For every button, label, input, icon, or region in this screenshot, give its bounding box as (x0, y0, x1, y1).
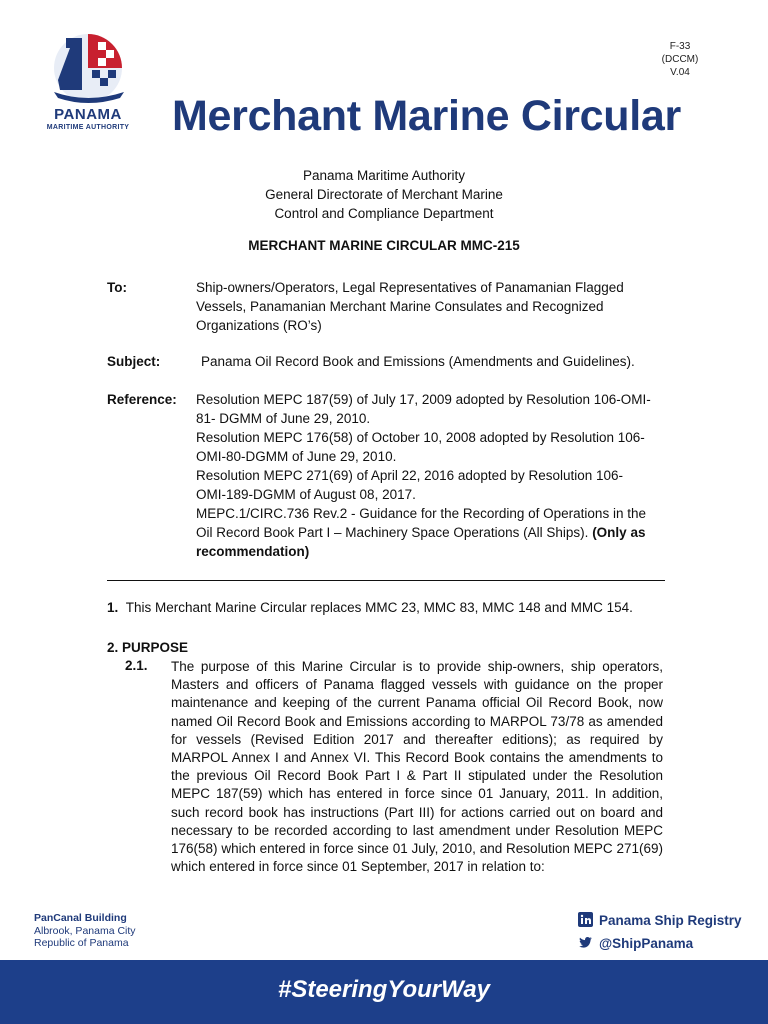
linkedin-icon (578, 912, 593, 927)
org-line: Control and Compliance Department (274, 206, 494, 221)
linkedin-link[interactable] (578, 912, 742, 928)
footer-building: PanCanal Building (34, 912, 127, 924)
reference-line: Resolution MEPC 187(59) of July 17, 2009 adopted by Resolution 106-OMI- (196, 392, 651, 407)
reference-note-cont (196, 542, 671, 561)
twitter-label: @ShipPanama (599, 936, 694, 951)
form-code-line: (DCCM) (661, 54, 699, 65)
twitter-icon (578, 935, 593, 950)
reference-value (196, 390, 671, 561)
circular-number: MERCHANT MARINE CIRCULAR MMC-215 (248, 238, 520, 253)
footer-address-line: Republic of Panama (34, 937, 129, 949)
reference-note: (Only as (592, 525, 646, 540)
footer-hashtag: #SteeringYourWay (277, 976, 491, 1003)
subject-label: Subject: (107, 354, 161, 369)
document-title: Merchant Marine Circular (172, 92, 681, 140)
footer-address-line: Albrook, Panama City (34, 924, 136, 937)
to-line: Ship-owners/Operators, Legal Representatives of Panamanian Flagged (196, 280, 624, 295)
reference-line: Resolution MEPC 176(58) of October 10, 2008 adopted by Resolution 106- (196, 430, 645, 445)
reference-line: 81- DGMM of June 29, 2010. (196, 411, 371, 426)
to-line: Vessels, Panamanian Merchant Marine Consulates and Recognized (196, 299, 604, 314)
to-label: To: (107, 280, 127, 295)
reference-note: recommendation) (196, 544, 310, 559)
subject-value (201, 352, 676, 371)
footer-address (34, 912, 136, 950)
section-divider (107, 580, 665, 581)
org-line: Panama Maritime Authority (302, 168, 466, 183)
section-1-text: This Merchant Marine Circular replaces MMC 23, MMC 83, MMC 148 and MMC 154. (125, 600, 633, 615)
reference-line: Oil Record Book Part I – Machinery Space Operations (All Ships). (196, 525, 589, 540)
logo-name: PANAMA (54, 106, 122, 123)
reference-line: OMI-80-DGMM of June 29, 2010. (196, 449, 397, 464)
section-1-number: 1. (107, 600, 119, 615)
twitter-link[interactable] (578, 935, 693, 951)
form-code-line: F-33 (669, 41, 691, 52)
reference-line-with-note (196, 523, 671, 542)
linkedin-label: Panama Ship Registry (599, 913, 742, 928)
reference-line: OMI-189-DGMM of August 08, 2017. (196, 487, 416, 502)
form-code-line: V.04 (670, 67, 690, 78)
to-line: Organizations (RO’s) (196, 318, 322, 333)
org-line: General Directorate of Merchant Marine (265, 187, 503, 202)
issuing-organization (0, 166, 768, 223)
subject-text: Panama Oil Record Book and Emissions (Amendments and Guidelines). (201, 354, 635, 369)
reference-line: MEPC.1/CIRC.736 Rev.2 - Guidance for the Recording of Operations in the (196, 506, 646, 521)
subsection-2-1-text: The purpose of this Marine Circular is to provide ship-owners, ship operators, Masters and officers of Panama flagged vessels with guidance on the proper maintenance and keeping of the current Panama official Oil Record Book, now named Oil Record Book and Emissions according to MARPOL 73/78 as amended for vessels (Revised Edition 2017 and thereafter editions); as required by MARPOL Annex I and Annex VI. This Record Book contains the amendments to the previous Oil Record Book Part I & Part II stipulated under the Resolution MEPC 187(59) which has entered in force since 01 January, 2011. In addition, such record book has instructions (Part III) for actions carried out on board and necessary to be recorded according to last amendment under Resolution MEPC 176(58) which entered in force since 01 July, 2010, and Resolution MEPC 271(69) which entered in force since 01 September, 2017 in relation to: (171, 659, 663, 875)
reference-label: Reference: (107, 392, 177, 407)
subsection-2-1-number: 2.1. (125, 658, 148, 673)
form-code (650, 40, 710, 79)
section-1 (107, 600, 633, 615)
reference-line: Resolution MEPC 271(69) of April 22, 2016 adopted by Resolution 106- (196, 468, 624, 483)
to-value (196, 278, 671, 335)
section-2-heading: 2. PURPOSE (107, 640, 189, 655)
logo-subtitle: MARITIME AUTHORITY (46, 124, 130, 131)
